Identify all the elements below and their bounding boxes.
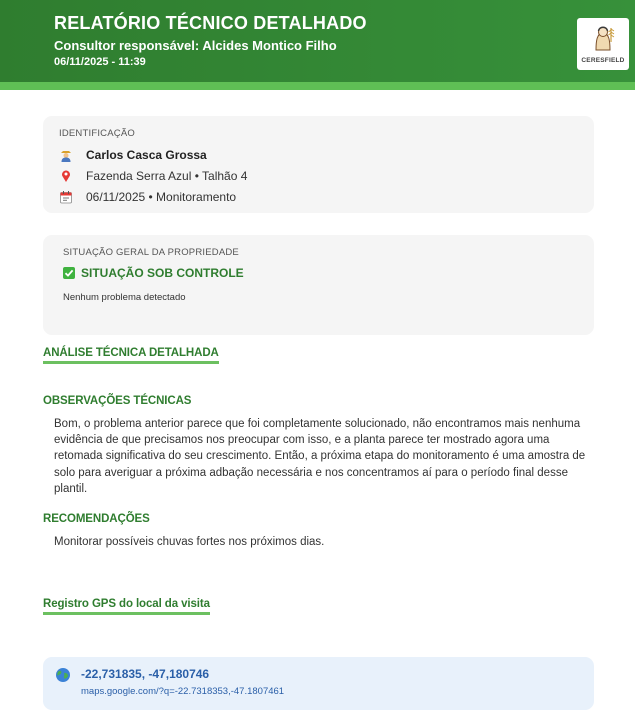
report-header (0, 0, 635, 82)
goddess-logo-icon (587, 24, 619, 54)
google-maps-link[interactable]: maps.google.com/?q=-22.7318353,-47.1807461 (81, 686, 285, 697)
client-row (59, 147, 207, 163)
consultant-name: Consultor responsável: Alcides Montico Filho (54, 38, 337, 53)
status-note: Nenhum problema detectado (63, 292, 186, 303)
status-label: SITUAÇÃO GERAL DA PROPRIEDADE (63, 247, 239, 258)
check-icon (63, 267, 75, 279)
ceresfield-logo (577, 18, 629, 70)
status-value: SITUAÇÃO SOB CONTROLE (81, 266, 244, 280)
analysis-section-title: ANÁLISE TÉCNICA DETALHADA (43, 347, 219, 364)
identification-label: IDENTIFICAÇÃO (59, 128, 135, 139)
identification-card (43, 116, 594, 213)
farmer-icon (59, 148, 73, 162)
pin-icon (59, 169, 73, 183)
header-accent-strip (0, 82, 635, 90)
client-name: Carlos Casca Grossa (86, 148, 207, 162)
location-text: Fazenda Serra Azul • Talhão 4 (86, 169, 248, 183)
observations-title: OBSERVAÇÕES TÉCNICAS (43, 395, 192, 407)
logo-wordmark: CERESFIELD (581, 57, 625, 64)
calendar-icon (59, 190, 73, 204)
gps-coordinates: -22,731835, -47,180746 (81, 667, 210, 681)
report-title: RELATÓRIO TÉCNICO DETALHADO (54, 13, 367, 33)
location-row (59, 168, 247, 184)
globe-icon (55, 667, 71, 688)
report-datetime: 06/11/2025 - 11:39 (54, 56, 146, 68)
visit-text: 06/11/2025 • Monitoramento (86, 190, 237, 204)
status-card (43, 235, 594, 335)
recommendations-text: Monitorar possíveis chuvas fortes nos próximos dias. (54, 536, 325, 548)
gps-section-title: Registro GPS do local da visita (43, 598, 210, 615)
gps-card (43, 657, 594, 710)
status-value-row (63, 266, 244, 280)
recommendations-title: RECOMENDAÇÕES (43, 513, 150, 525)
observations-text: Bom, o problema anterior parece que foi completamente solucionado, não encontramos mais nenhuma evidência de que precisamos nos preocupar com isso, e a planta parece ter mostrado agora uma retomada significativa do seu crescimento. Então, a próxima etapa do monitoramento é uma amostra de solo para averiguar a próxima adbação necessária e nos concentramos aí para o período final desse plantil. (54, 418, 586, 495)
visit-row (59, 189, 236, 205)
